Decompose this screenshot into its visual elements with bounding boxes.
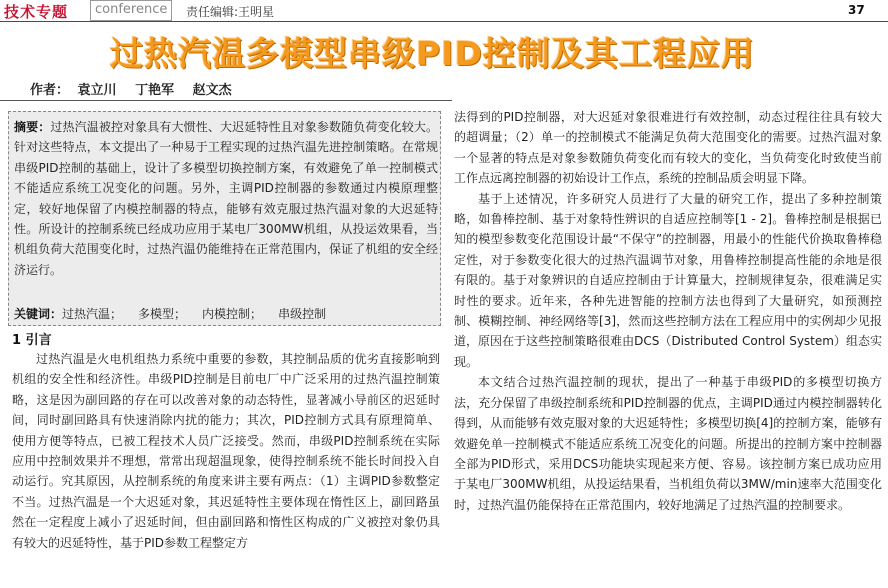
page-number: 37	[848, 3, 865, 17]
author-name: 赵文杰	[192, 83, 232, 98]
section-heading: 1 引言	[12, 333, 52, 348]
section-tag: 技术专题	[4, 3, 69, 21]
abstract-body: 过热汽温被控对象具有大惯性、大迟延特性且对象参数随负荷变化较大。针对这些特点，本文提出了一种易于工程实现的过热汽温先进控制策略。在常规串级PID控制的基础上，设计了多模型切换控制方案，有效避免了单一控制模式不能适应系统工况变化的问题。另外，主调PID控制器的参数通过内模原理整定，较好地保留了内模控制器的特点，能够有效克服过热汽温对象的大迟延特性。所设计的控制系统已经成功应用于某电厂300MW机组，从投运效果看，当机组负荷大范围变化时，过热汽温仍能维持在正常范围内，保证了机组的安全经济运行。	[14, 120, 438, 277]
author-name: 袁立川	[77, 83, 117, 98]
keyword: 串级控制	[278, 307, 327, 321]
keyword: 过热汽温；	[62, 307, 123, 321]
right-column	[454, 107, 882, 515]
paragraph: 过热汽温是火电机组热力系统中重要的参数，其控制品质的优劣直接影响到机组的安全性和经济性。串级PID控制是目前电厂中广泛采用的过热汽温控制策略，这是因为副回路的存在可以改善对象的动态特性，显著减小导前区的迟延时间，同时副回路具有快速消除内扰的能力；其次，PID控制方式具有原理简单、使用方便等特点，已被工程技术人员广泛接受。然而，串级PID控制系统在实际应用中控制效果并不理想，常常出现超温现象，使得控制系统不能长时间投入自动运行。究其原因，从控制系统的角度来讲主要有两点：（1）主调PID参数整定不当。过热汽温是一个大迟延对象，其迟延特性主要体现在惰性区上，副回路虽然在一定程度上减小了迟延时间，但由副回路和惰性区构成的广义被控对象仍具有较大的迟延特性，基于PID参数工程整定方	[12, 352, 440, 550]
abstract	[14, 117, 438, 280]
page-header	[0, 0, 888, 22]
authors-label: 作者：	[30, 83, 70, 98]
abstract-label: 摘要：	[14, 120, 51, 134]
conference-logo	[90, 0, 172, 21]
keyword: 内模控制；	[202, 307, 263, 321]
abstract-box	[8, 111, 441, 326]
paragraph: 基于上述情况，许多研究人员进行了大量的研究工作，提出了多种控制策略，如鲁棒控制、基于对象特性辨识的自适应控制等[1 - 2]。鲁棒控制是根据已知的模型参数变化范围设计最“不保守”的控制器，用最小的性能代价换取鲁棒稳定性，对于参数变化很大的过热汽温调节对象，用鲁棒控制提高性能的余地是很有限的。基于对象辨识的自适应控制由于计算量大，控制规律复杂，很难满足实时性的要求。近年来，各种先进智能的控制方法也得到了大量研究，如预测控制、模糊控制、神经网络等[3]，然而这些控制方法在工程应用中的实例却少见报道，原因在于这些控制策略很难由DCS（Distributed Control System）组态实现。	[454, 191, 882, 369]
authors-divider	[0, 100, 452, 101]
author-name: 丁艳军	[135, 83, 175, 98]
article-title: 过热汽温多模型串级PID控制及其工程应用	[110, 34, 755, 73]
author-line	[30, 79, 246, 98]
header-divider	[0, 21, 888, 22]
keywords	[14, 305, 326, 322]
responsible-editor: 责任编辑:王明星	[186, 5, 275, 19]
paragraph: 法得到的PID控制器，对大迟延对象很难进行有效控制，动态过程往往具有较大的超调量；（2）单一的控制模式不能满足负荷大范围变化的需要。过热汽温对象一个显著的特点是对象参数随负荷变化而有较大的变化，当负荷变化时致使当前工作点远离控制器的初始设计工作点，系统的控制品质会明显下降。	[454, 110, 882, 186]
left-column	[12, 349, 440, 553]
keyword: 多模型；	[138, 307, 187, 321]
keywords-label: 关键词：	[14, 307, 63, 321]
paragraph: 本文结合过热汽温控制的现状，提出了一种基于串级PID的多模型切换方法，充分保留了串级控制系统和PID控制器的优点，主调PID通过内模控制器转化得到，从而能够有效克服对象的大迟延特性；多模型切换[4]的控制方案，能够有效避免单一控制模式不能适应系统工况变化的问题。所提出的控制方案中控制器全部为PID形式，采用DCS功能块实现起来方便、容易。该控制方案已成功应用于某电厂300MW机组，从投运结果看，当机组负荷以3MW/min速率大范围变化时，过热汽温仍能保持在正常范围内，较好地满足了过热汽温的控制要求。	[454, 375, 882, 512]
conference-label: conference	[95, 2, 168, 17]
